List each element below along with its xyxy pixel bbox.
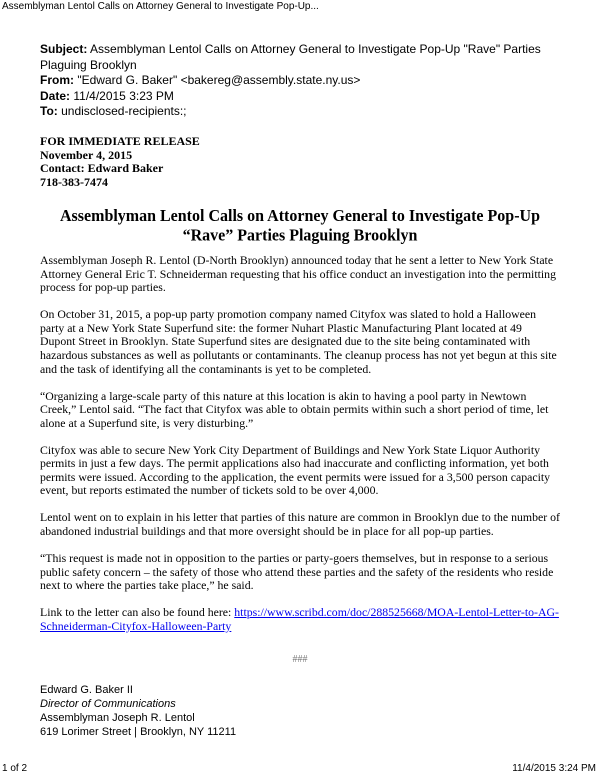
headline-line-1: Assemblyman Lentol Calls on Attorney General to Investigate Pop-Up <box>60 207 540 226</box>
print-timestamp: 11/4/2015 3:24 PM <box>512 763 596 774</box>
from-value: "Edward G. Baker" <bakereg@assembly.state.ny.us> <box>77 73 361 87</box>
browser-title: Assemblyman Lentol Calls on Attorney General to Investigate Pop-Up... <box>2 1 319 12</box>
to-line <box>40 104 560 120</box>
from-line <box>40 73 560 89</box>
page-number: 1 of 2 <box>2 763 28 774</box>
paragraph-1: Assemblyman Joseph R. Lentol (D-North Brooklyn) announced today that he sent a letter to New York State Attorney General Eric T. Schneiderman requesting that his office conduct an investigation into the permitting process for pop-up parties. <box>40 253 556 295</box>
letter-link-paragraph <box>40 606 560 633</box>
signature-name: Edward G. Baker II <box>40 684 133 696</box>
release-date: November 4, 2015 <box>40 147 133 162</box>
release-contact: Contact: Edward Baker <box>40 161 164 176</box>
paragraph-6: “This request is made not in opposition to the parties or party-goers themselves, but in response to a serious public safety concern – the safety of those who attend these parties and the safety of the residents who reside next to where the parties take place,” he said. <box>40 551 554 593</box>
signature-title: Director of Communications <box>40 698 176 710</box>
to-value: undisclosed-recipients:; <box>61 104 187 118</box>
link-prefix: Link to the letter can also be found here: <box>40 605 235 620</box>
date-line <box>40 89 560 105</box>
paragraph-3: “Organizing a large-scale party of this nature at this location is akin to having a pool party in Newtown Creek,” Lentol said. “The fact that Cityfox was able to obtain permits within such a short period of time, let alone at a Superfund site, is very disturbing.” <box>40 388 549 430</box>
paragraph-4: Cityfox was able to secure New York City Department of Buildings and New York State Liquor Authority permits in just a few days. The permit applications also had inaccurate and conflicting information, yet both permits were issued. According to the application, the event permits were issued for a 3,500 person capacity event, but reports estimated the number of tickets sold to be over 4,000. <box>40 442 551 498</box>
press-release-body <box>40 254 560 647</box>
letter-link[interactable]: https://www.scribd.com/doc/288525668/MOA-Lentol-Letter-to-AG-Schneiderman-Cityfox-Halloween-Party <box>40 605 559 633</box>
signature-office: Assemblyman Joseph R. Lentol <box>40 712 195 724</box>
paragraph-2: On October 31, 2015, a pop-up party promotion company named Cityfox was slated to hold a Halloween party at a New York State Superfund site: the former Nuhart Plastic Manufacturing Plant located at 49 Dupont Street in Brooklyn. State Superfund sites are designated due to the site being contaminated with hazardous substances as well as pollutants or contaminants. The cleanup process has not yet begun at this site and the task of identifying all the contaminants is yet to be completed. <box>40 307 557 376</box>
subject-line <box>40 42 560 73</box>
release-label: FOR IMMEDIATE RELEASE <box>40 134 200 148</box>
release-block <box>40 135 340 189</box>
release-phone: 718-383-7474 <box>40 174 108 189</box>
email-header <box>40 42 560 120</box>
to-label: To: <box>40 104 58 118</box>
signature-block <box>40 683 340 739</box>
date-value: 11/4/2015 3:23 PM <box>73 88 174 103</box>
signature-address: 619 Lorimer Street | Brooklyn, NY 11211 <box>40 726 237 738</box>
from-label: From: <box>40 73 74 87</box>
date-label: Date: <box>40 88 71 103</box>
end-separator: ### <box>292 654 308 665</box>
headline <box>40 207 560 246</box>
subject-label: Subject: <box>40 42 88 56</box>
subject-value: Assemblyman Lentol Calls on Attorney General to Investigate Pop-Up "Rave" Parties Plaguing Brooklyn <box>40 42 541 72</box>
headline-line-2: “Rave” Parties Plaguing Brooklyn <box>182 226 418 245</box>
paragraph-5: Lentol went on to explain in his letter that parties of this nature are common in Brooklyn due to the number of abandoned industrial buildings and that more oversight should be in place for all pop-up parties. <box>40 510 560 539</box>
